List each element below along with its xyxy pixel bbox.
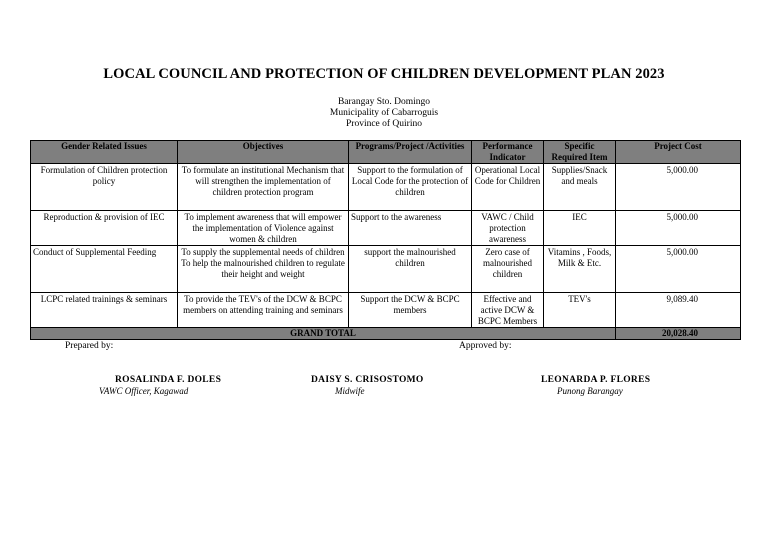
cost-cell: 5,000.00	[616, 164, 741, 211]
cost-cell: 9,089.40	[616, 293, 741, 328]
indicator-cell: VAWC / Child protection awareness	[472, 211, 544, 246]
cost-cell: 5,000.00	[616, 211, 741, 246]
grand-total-label: GRAND TOTAL	[31, 328, 616, 340]
objective-line: To help the malnourished children to regulate their height and weight	[181, 258, 345, 279]
table-row	[31, 211, 741, 246]
indicator-cell: Effective and active DCW & BCPC Members	[472, 293, 544, 328]
indicator-cell: Zero case of malnourished children	[472, 246, 544, 293]
signatory-role: Punong Barangay	[557, 386, 623, 396]
issue-cell: LCPC related trainings & seminars	[31, 293, 178, 328]
header-items: Specific Required Item	[544, 141, 616, 164]
table-row	[31, 293, 741, 328]
objective-cell: To provide the TEV's of the DCW & BCPC members on attending training and seminars	[178, 293, 349, 328]
signatory-name: ROSALINDA F. DOLES	[115, 375, 222, 385]
signatory-name: DAISY S. CRISOSTOMO	[311, 375, 424, 385]
header-programs: Programs/Project /Activities	[349, 141, 472, 164]
issue-cell: Conduct of Supplemental Feeding	[31, 246, 178, 293]
header-cost: Project Cost	[616, 141, 741, 164]
program-cell: Support to the formulation of Local Code for the protection of children	[349, 164, 472, 211]
item-cell: Vitamins , Foods, Milk & Etc.	[544, 246, 616, 293]
province-line: Province of Quirino	[346, 119, 422, 129]
program-cell: support the malnourished children	[349, 246, 472, 293]
program-cell: Support the DCW & BCPC members	[349, 293, 472, 328]
approved-by-label: Approved by:	[459, 341, 512, 351]
municipality-line: Municipality of Cabarroguis	[329, 108, 439, 118]
table-row	[31, 164, 741, 211]
signatory-role: Midwife	[335, 386, 365, 396]
objective-line: To supply the supplemental needs of children	[181, 247, 345, 257]
grand-total-row	[31, 328, 741, 340]
objective-cell: To implement awareness that will empower the implementation of Violence against women & children	[178, 211, 349, 246]
item-cell: IEC	[544, 211, 616, 246]
item-cell: TEV's	[544, 293, 616, 328]
issue-cell: Reproduction & provision of IEC	[31, 211, 178, 246]
issue-cell: Formulation of Children protection policy	[31, 164, 178, 211]
table-header-row	[31, 141, 741, 164]
cost-cell: 5,000.00	[616, 246, 741, 293]
table-row	[31, 246, 741, 293]
objective-cell: To formulate an institutional Mechanism that will strengthen the implementation of children protection program	[178, 164, 349, 211]
header-indicator: Performance Indicator	[472, 141, 544, 164]
grand-total-value: 20,028.40	[616, 328, 741, 340]
prepared-by-label: Prepared by:	[65, 341, 114, 351]
signatory-role: VAWC Officer, Kagawad	[99, 386, 189, 396]
document-title: LOCAL COUNCIL AND PROTECTION OF CHILDREN DEVELOPMENT PLAN 2023	[103, 66, 665, 82]
objective-cell	[178, 246, 349, 293]
header-objectives: Objectives	[178, 141, 349, 164]
program-cell: Support to the awareness	[349, 211, 472, 246]
barangay-line: Barangay Sto. Domingo	[337, 97, 431, 107]
plan-table	[30, 140, 741, 340]
header-issues: Gender Related Issues	[31, 141, 178, 164]
indicator-cell: Operational Local Code for Children	[472, 164, 544, 211]
item-cell: Supplies/Snack and meals	[544, 164, 616, 211]
signatory-name: LEONARDA P. FLORES	[541, 375, 651, 385]
